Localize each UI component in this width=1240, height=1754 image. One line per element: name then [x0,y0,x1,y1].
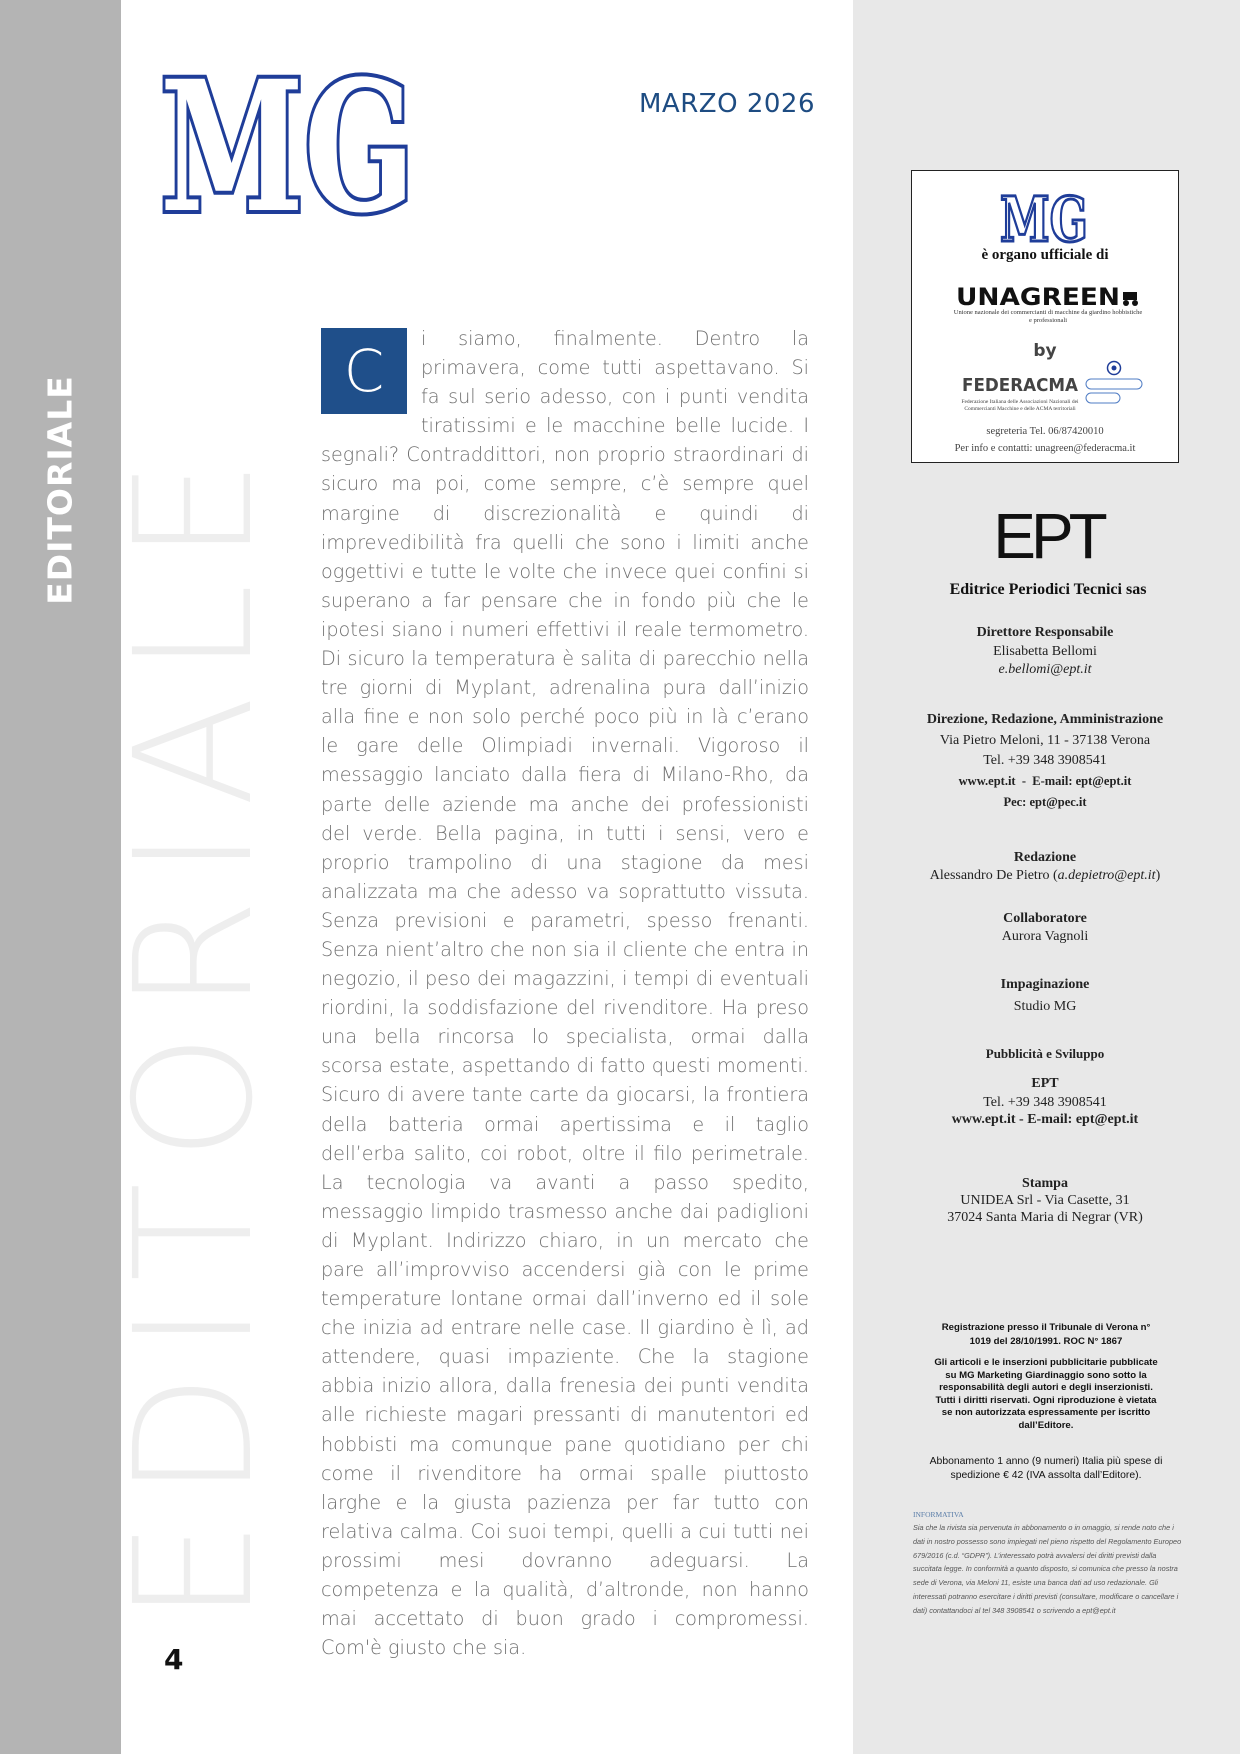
ads-block [870,1046,1220,1128]
print-line-2: 37024 Santa Maria di Negrar (VR) [947,1210,1143,1225]
unagreen-logo-text: UNAGREEN [956,284,1120,308]
editorial-block [870,850,1220,884]
layout-block [870,977,1220,1015]
office-address: Via Pietro Meloni, 11 - 37138 Verona [939,733,1151,748]
responsibility-note [930,1357,1162,1433]
office-web-email: www.ept.it - E-mail: ept@ept.it [958,774,1132,788]
editorial-email: a.depietro@ept.it [1057,868,1156,883]
unagreen-logo [956,284,1140,308]
privacy-title: INFORMATIVA [913,1510,964,1519]
ads-web-email: www.ept.it - E-mail: ept@ept.it [951,1112,1139,1127]
office-tel: Tel. +39 348 3908541 [983,753,1107,768]
association-phone: segreteria Tel. 06/87420010 [986,426,1104,437]
rights-text: Tutti i diritti riservati. Ogni riproduzione è vietata se non autorizzata espressamente per iscritto dall’Editore. [935,1394,1157,1431]
office-pec: Pec: ept@pec.it [1003,795,1087,809]
editorial-contact: Alessandro De Pietro (a.depietro@ept.it) [929,868,1161,883]
issue-date: MARZO 2026 [639,89,815,119]
print-block [870,1176,1220,1226]
mg-logo [152,38,422,228]
responsibility-text: Gli articoli e le inserzioni pubblicitarie pubblicate su MG Marketing Giardinaggio sono sotto la responsabilità degli autori e degli inserzionisti. [934,1357,1158,1394]
collaborator-name: Aurora Vagnoli [1001,929,1089,944]
office-title: Direzione, Redazione, Amministrazione [926,712,1164,727]
privacy-notice [913,1508,1183,1618]
director-email: e.bellomi@ept.it [998,662,1092,677]
subscription-note: Abbonamento 1 anno (9 numeri) Italia più spese di spedizione € 42 (IVA assolta dall’Editore). [929,1456,1163,1481]
director-title: Direttore Responsabile [976,625,1114,640]
layout-title: Impaginazione [1000,977,1090,992]
page-number: 4 [164,1643,184,1676]
layout-name: Studio MG [1013,999,1077,1014]
privacy-text: Sia che la rivista sia pervenuta in abbonamento o in omaggio, si rende noto che i dati in nostro possesso sono impiegati nel pieno rispetto del Regolamento Europeo 679/2016 (c.d. “GDPR”). L’interessato potrà avvalersi dei diritti previsti dalla succitata legge. In conformità a quanto disposto, si comunica che presso la nostra sede di Verona, via Meloni 11, esiste una banca dati ad uso redazionale. Gli interessati potranno esercitare i diritti previsti (consultare, modificare o cancellare i dati) contattandoci al tel 348 3908541 o scrivendo a ept@ept.it [913,1523,1182,1615]
publisher-name: Editrice Periodici Tecnici sas [949,581,1147,598]
mg-mini-logo [998,183,1092,247]
federacma-subtitle: Federazione Italiana delle Associazioni Nazionali dei Commercianti Macchine e delle ACMA territoriali [961,399,1079,412]
association-contact: Per info e contatti: unagreen@federacma.it [954,443,1136,454]
mg-logo-text-fill: MG [160,42,415,228]
by-text: by [1033,341,1057,361]
print-title: Stampa [1022,1176,1068,1191]
collaborator-block [870,911,1220,945]
official-organ-text: è organo ufficiale di [981,247,1109,263]
mg-logo-text: MG [160,42,415,228]
editorial-name: Alessandro De Pietro [929,868,1050,883]
mg-mini-logo-text: MG [1000,183,1088,247]
ads-tel: Tel. +39 348 3908541 [983,1095,1107,1110]
article-body: i siamo, finalmente. Dentro la primavera, come tutti aspettavano. Si fa sul serio adesso, con i punti vendita tiratissimi e le macchine belle lucide. I segnali? Contraddittori, non proprio straordinari di sicuro ma poi, come sempre, c’è sempre quel margine di discrezionalità e quindi di imprevedibilità fra quelli che sono i limiti anche oggettivi e tutte le volte che invece quei confini si superano a far pensare che in fondo più che le ipotesi siano i numeri effettivi il reale termometro. Di sicuro la temperatura è salita di parecchio nella tre giorni di Myplant, adrenalina pura dall’inizio alla fine e non solo perché poco più in là c’erano le gare delle Olimpiadi invernali. Vigoroso il messaggio lanciato dalla fiera di Milano-Rho, da parte delle aziende ma anche dei professionisti del verde. Bella pagina, in tutti i sensi, vero e proprio trampolino di una stagione da mesi analizzata ma che adesso va soprattutto vissuta. Senza previsioni e parametri, spesso frenanti. Senza nient’altro che non sia il cliente che entra in negozio, il peso dei magazzini, i tempi di eventuali riordini, la soddisfazione del rivenditore. Ha preso una bella rincorsa lo specialista, ormai dalla scorsa estate, aspettando di fatto questi momenti. Sicuro di avere tante carte da giocarsi, la frontiera della batteria ormai apertissima e il taglio dell’erba salito, coi robot, oltre il filo perimetrale. La tecnologia va avanti a passo spedito, messaggio limpido trasmesso anche dai padiglioni di Myplant. Indirizzo chiaro, in un mercato che pare all’improvviso accendersi già con le prime temperature lontane ormai dall’inverno ed il sole che inizia ad entrare nelle case. Il giardino è lì, ad attendere, quasi impaziente. Che la stagione abbia inizio allora, dalla frenesia dei punti vendita alle richieste magari pressanti di manutentori ed hobbisti ma comunque pane quotidiano per chi come il rivenditore ha ormai spalle piuttosto larghe e la giusta pazienza per far tutto con relativa calma. Coi suoi tempi, quelli a cui tutti nei prossimi mesi dovranno adeguarsi. La competenza e la qualità, d’altronde, non hanno mai accettato di buon grado i compromessi. Com'è giusto che sia. [321,327,809,1660]
ads-title: Pubblicità e Sviluppo [985,1046,1105,1061]
director-block [870,625,1220,678]
ept-logo: EPT [993,500,1103,572]
ads-company: EPT [1031,1076,1059,1091]
emblem-icon [1106,360,1122,376]
registration-note: Registrazione presso il Tribunale di Verona n° 1019 del 28/10/1991. ROC N° 1867 [941,1322,1151,1347]
association-box [911,170,1179,463]
unagreen-subtitle: Unione nazionale dei commercianti di macchine da giardino hobbistiche e professionali [953,309,1143,324]
section-watermark: EDITORIALE [101,437,289,1623]
federacma-logo [962,374,1080,394]
drop-cap: C [321,328,407,414]
office-block [870,712,1220,810]
collaborator-title: Collaboratore [1003,911,1087,926]
association-badge-icon [1084,377,1144,405]
director-name: Elisabetta Bellomi [993,644,1097,659]
federacma-logo-text: FEDERACMA [962,375,1079,394]
print-line-1: UNIDEA Srl - Via Casette, 31 [960,1193,1130,1208]
editorial-article [321,324,809,1662]
section-label: EDITORIALE [40,375,80,605]
editorial-title: Redazione [1013,850,1077,865]
